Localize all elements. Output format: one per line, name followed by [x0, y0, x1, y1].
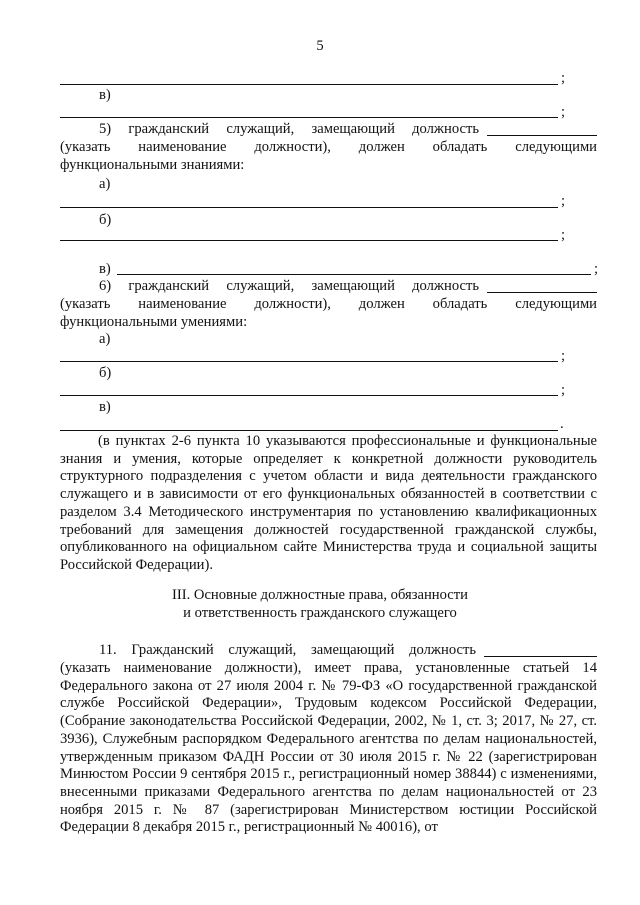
- line-semicolon: ;: [561, 348, 566, 364]
- explanatory-note: (в пунктах 2-6 пункта 10 указываются профессиональные и функциональные знания и умения, которые определяет к конкретной должности руководитель структурного подразделения с учетом области и вида деятельности гражданского служащего и в зависимости от его функциональных обязанностей в соответствии с разделом 3.4 Методического инструментария по установлению квалификационных требований для замещения должностей государственной гражданской службы, опубликованного на официальном сайте Министерства труда и социальной защиты Российской Федерации).: [60, 433, 597, 573]
- fill-in-line: [60, 395, 558, 396]
- fill-in-line: [60, 240, 558, 241]
- list-label: б): [99, 212, 112, 228]
- item-11-text: (указать наименование должности), имеет права, установленные статьей 14 Федерального закона от 27 июля 2004 г. № 79-ФЗ «О государственной гражданской службе Российской Федерации», Трудовым кодексом Российской Федерации, (Собрание законодательства Российской Федерации, 2002, № 1, ст. 3; 2017, № 27, ст. 3936), Служебным распорядком Федерального агентства по делам национальностей, утвержденным приказом ФАДН России от 30 июля 2015 г. № 22 (зарегистрирован Минюстом России 9 сентября 2015 г., регистрационный номер 38844) с изменениями, внесенными приказами Федерального агентства по делам национальностей от 23 ноября 2015 г. № 87 (зарегистрирован Министерством юстиции Российской Федерации 8 декабря 2015 г., регистрационный № 40016), от: [60, 660, 597, 836]
- line-semicolon: ;: [561, 382, 566, 398]
- fill-in-line: [60, 361, 558, 362]
- section-title-line-2: и ответственность гражданского служащего: [183, 605, 457, 621]
- list-label: в): [99, 399, 111, 415]
- item-5-heading: 5) гражданский служащий, замещающий должность: [99, 121, 479, 137]
- list-label: в): [99, 261, 111, 277]
- fill-in-line: [117, 274, 591, 275]
- item-6-heading: 6) гражданский служащий, замещающий должность: [99, 278, 479, 294]
- list-label: а): [99, 331, 111, 347]
- line-semicolon: ;: [561, 227, 566, 243]
- fill-in-line: [60, 207, 558, 208]
- list-label: в): [99, 87, 111, 103]
- item-6-text: (указать наименование должности), должен обладать следующими: [60, 296, 597, 312]
- fill-in-line: [60, 430, 558, 431]
- position-blank-line: [487, 135, 597, 136]
- line-semicolon: ;: [594, 261, 599, 277]
- line-semicolon: ;: [561, 70, 566, 86]
- list-label: а): [99, 176, 111, 192]
- position-blank-line: [487, 292, 597, 293]
- section-title-line-1: III. Основные должностные права, обязанности: [172, 587, 468, 603]
- fill-in-line: [60, 117, 558, 118]
- page-number: 5: [316, 38, 324, 54]
- position-blank-line: [484, 656, 597, 657]
- line-period: .: [560, 416, 564, 432]
- line-semicolon: ;: [561, 104, 566, 120]
- item-6-text-end: функциональными умениями:: [60, 314, 248, 330]
- item-5-text: (указать наименование должности), должен обладать следующими: [60, 139, 597, 155]
- item-5-text-end: функциональными знаниями:: [60, 157, 245, 173]
- item-11-heading: 11. Гражданский служащий, замещающий должность: [99, 642, 476, 658]
- list-label: б): [99, 365, 112, 381]
- line-semicolon: ;: [561, 193, 566, 209]
- fill-in-line: [60, 84, 558, 85]
